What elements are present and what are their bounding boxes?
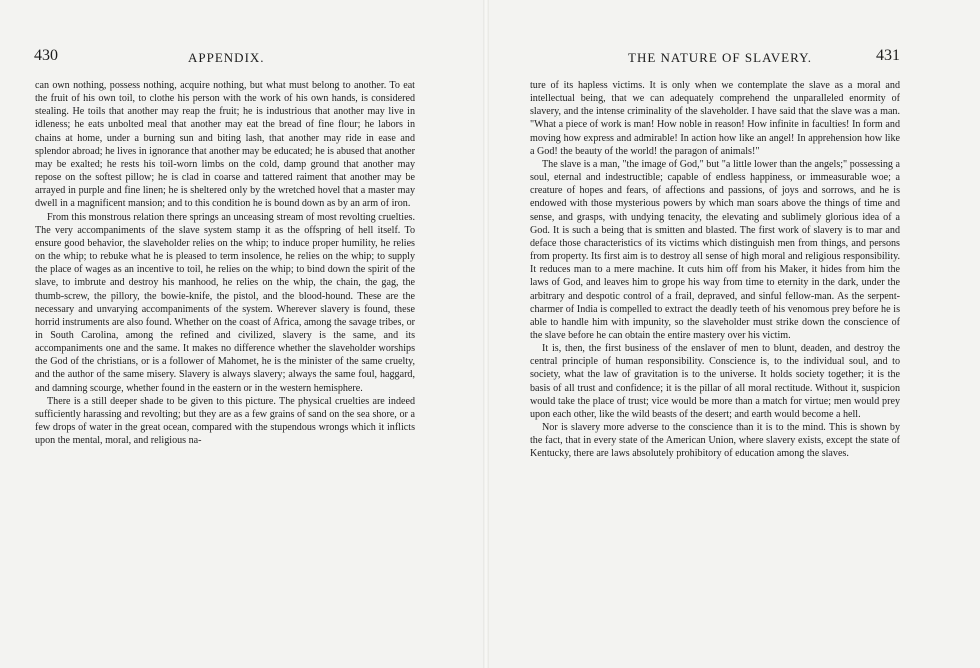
body-text-right xyxy=(530,79,900,461)
left-page xyxy=(0,0,486,668)
paragraph: ture of its hapless victims. It is only when we contemplate the slave as a moral and intellectual being, that we can adequately comprehend the unparalleled enormity of slavery, and the intense criminality of the slaveholder. I have said that the slave was a man. "What a piece of work is man! How noble in reason! How infinite in faculties! In form and moving how express and admirable! In action how like an angel! In apprehension how like a God! the beauty of the world! the paragon of animals!" xyxy=(530,80,900,157)
page-number-right: 431 xyxy=(876,47,900,64)
page-number-left: 430 xyxy=(34,47,58,64)
paragraph: The slave is a man, "the image of God," but "a little lower than the angels;" possessing a soul, eternal and indestructible; capable of endless happiness, or immeasurable woe; a creature of hopes and fears, of affections and passions, of joys and sorrows, and he is endowed with those mysterious powers by which man soars above the things of time and sense, and grasps, with undying tenacity, the elevating and sublimely glorious idea of a God. It is such a being that is smitten and blasted. The first work of slavery is to mar and deface those characteristics of its victims which distinguish men from things, and persons from property. Its first aim is to destroy all sense of high moral and religious responsibility. It reduces man to a mere machine. It cuts him off from his Maker, it hides from him the laws of God, and leaves him to grope his way from time to eternity in the dark, under the arbitrary and despotic control of a frail, depraved, and sinful fellow-man. As the serpent-charmer of India is compelled to extract the deadly teeth of his venomous prey before he is able to handle him with impunity, so the slaveholder must strike down the conscience of the slave before he can obtain the entire mastery over his victim. xyxy=(530,158,900,341)
paragraph: can own nothing, possess nothing, acquire nothing, but what must belong to another. To eat the fruit of his own toil, to clothe his person with the work of his own hands, is considered stealing. He toils that another may reap the fruit; he is industrious that another may live in idleness; he eats unbolted meal that another may eat the bread of fine flour; he labors in chains at home, under a burning sun and biting lash, that another may ride in ease and splendor abroad; he lives in ignorance that another may be educated; he is abused that another may be exalted; he rests his toil-worn limbs on the cold, damp ground that another may repose on the softest pillow; he is clad in coarse and tattered raiment that another may be arrayed in purple and fine linen; he is sheltered only by the wretched hovel that a master may dwell in a magnificent mansion; and to this condition he is bound down as by an arm of iron. xyxy=(35,80,415,210)
right-page xyxy=(486,0,980,668)
running-head-right: THE NATURE OF SLAVERY. xyxy=(628,50,813,65)
paragraph: There is a still deeper shade to be given to this picture. The physical cruelties are indeed sufficiently harassing and revolting; but they are as a few grains of sand on the sea shore, or a few drops of water in the great ocean, compared with the stupendous wrongs which it inflicts upon the mental, moral, and religious na- xyxy=(35,395,415,447)
body-text-left xyxy=(35,79,415,447)
paragraph: Nor is slavery more adverse to the conscience than it is to the mind. This is shown by the fact, that in every state of the American Union, where slavery exists, except the state of Kentucky, there are laws absolutely prohibitory of education among the slaves. xyxy=(530,422,900,460)
paragraph: It is, then, the first business of the enslaver of men to blunt, deaden, and destroy the central principle of human responsibility. Conscience is, to the individual soul, and to society, what the law of gravitation is to the universe. It holds society together; it is the basis of all trust and confidence; it is the pillar of all moral rectitude. Without it, suspicion would take the place of trust; vice would be more than a match for virtue; men would prey upon each other, like the wild beasts of the desert; and earth would become a hell. xyxy=(530,343,900,420)
paragraph: From this monstrous relation there springs an unceasing stream of most revolting cruelties. The very accompaniments of the slave system stamp it as the offspring of hell itself. To ensure good behavior, the slaveholder relies on the whip; to induce proper humility, he relies on the whip; to rebuke what he is pleased to term insolence, he relies on the whip; to supply the place of wages as an incentive to toil, he relies on the whip; to bind down the spirit of the slave, to imbrute and destroy his manhood, he relies on the whip, the chain, the gag, the thumb-screw, the pillory, the bowie-knife, the pistol, and the blood-hound. These are the necessary and unvarying accompaniments of the system. Wherever slavery is found, these horrid instruments are also found. Whether on the coast of Africa, among the savage tribes, or in South Carolina, among the refined and civilized, slavery is the same, and its accompaniments one and the same. It makes no difference whether the slaveholder worships the God of the christians, or is a follower of Mahomet, he is the minister of the same cruelty, and the author of the same misery. Slavery is always slavery; always the same foul, haggard, and damning scourge, whether found in the eastern or in the western hemisphere. xyxy=(35,211,415,394)
running-head-left: APPENDIX. xyxy=(188,50,265,65)
